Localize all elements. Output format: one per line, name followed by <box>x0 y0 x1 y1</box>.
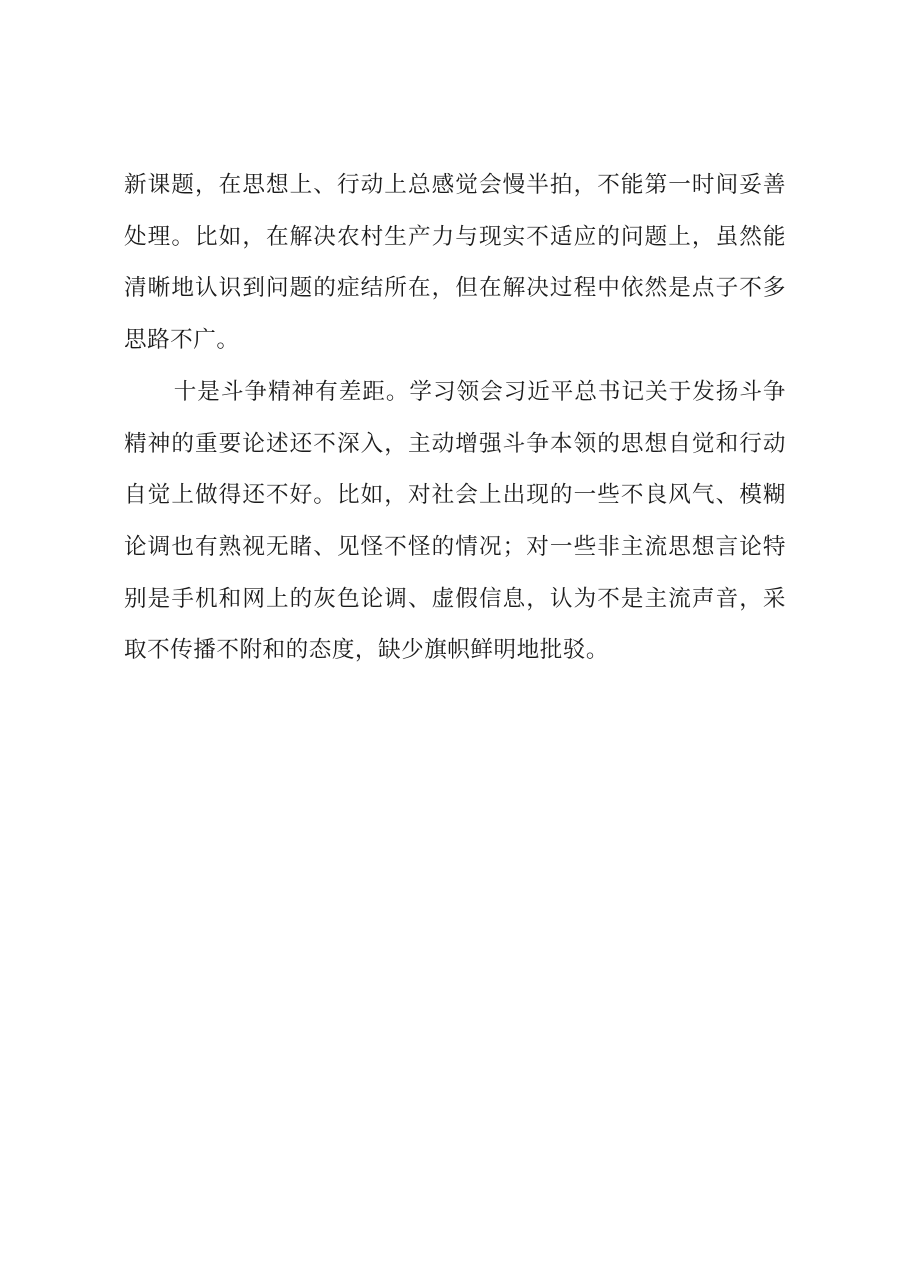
paragraph-continued: 新课题，在思想上、行动上总感觉会慢半拍，不能第一时间妥善处理。比如，在解决农村生产力与现实不适应的问题上，虽然能清晰地认识到问题的症结所在，但在解决过程中依然是点子不多思路不广。 <box>124 172 786 354</box>
paragraph-struggle-spirit: 十是斗争精神有差距。学习领会习近平总书记关于发扬斗争精神的重要论述还不深入，主动增强斗争本领的思想自觉和行动自觉上做得还不好。比如，对社会上出现的一些不良风气、模糊论调也有熟视无睹、见怪不怪的情况；对一些非主流思想言论特别是手机和网上的灰色论调、虚假信息，认为不是主流声音，采取不传播不附和的态度，缺少旗帜鲜明地批驳。 <box>124 378 786 664</box>
document-body <box>124 160 786 677</box>
